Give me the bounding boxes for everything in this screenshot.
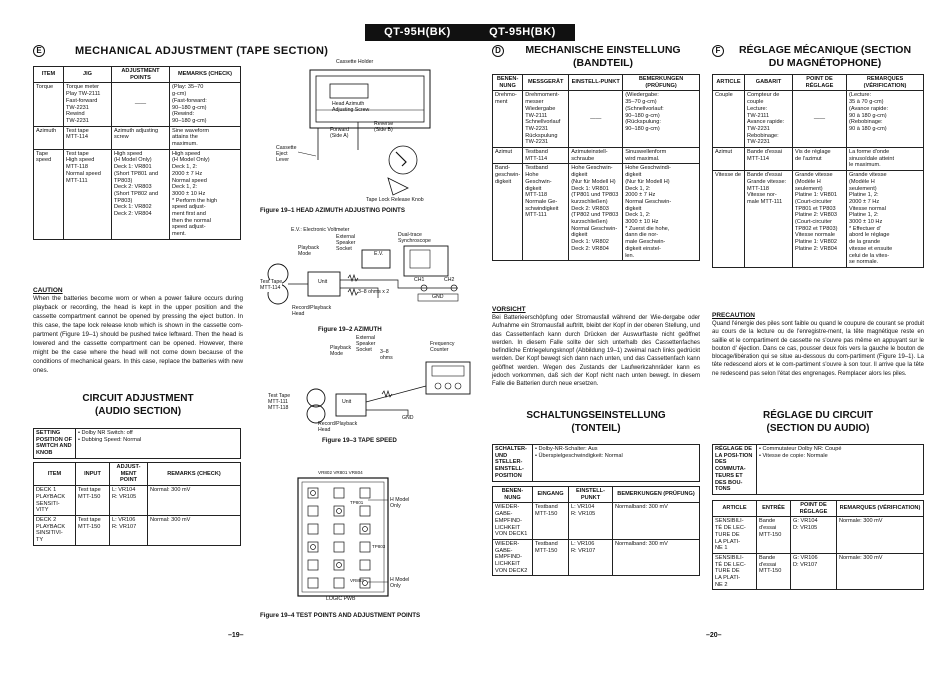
en-title: MECHANICAL ADJUSTMENT (TAPE SECTION): [75, 45, 329, 57]
table-row: [713, 148, 924, 171]
table-row: [493, 539, 700, 576]
fr-circuit-title: RÉGLAGE DU CIRCUIT (SECTION DU AUDIO): [763, 410, 873, 434]
cell: La forme d'onde sinusoïdale atteint le maximum.: [847, 148, 924, 171]
fig3-gnd-label: GND: [402, 415, 414, 421]
fr-caution-text: Quand l'énergie des piles sont faible ou quand le coupure de courant se produit au cours de la lecture ou de l'enregistre-ment, la tête magnétique reste en saillie et le compartiment de cassette ne s'ouvre pas même en appuyant sur le bouton d' éjection. Dans ce cas, pousser deux fois vers la gauche le bouton de blocage/libération qui se situe au-dessous du com-partiment (Figure 19–1). La tête redescend alors et le com-partiment s'ouvre à son tour. Il arrive que la tête ne redescend pas selon l'état des engrenages. Remplacer alors les piles.: [712, 321, 924, 377]
fig3-rph-label: Record/Playback Head: [318, 421, 358, 433]
fr-page-number: –20–: [706, 632, 722, 639]
cell: Test tape MTT-114: [64, 126, 112, 149]
cell: Hohe Geschwin- digkeit (Nur für Modell H) Deck 1: VR801 (TP801 und TP803 kurzschließen) Deck 2: VR803 (TP802 und TP803 kurzschließen) Normal Geschwin- digkeit Deck 1: VR802 Deck 2: VR804: [569, 164, 623, 261]
fr-caution-title: PRECAUTION: [712, 312, 755, 319]
fig1-holder-label: Cassette Holder: [336, 59, 374, 65]
cell: L: VR106 R: VR107: [569, 539, 613, 576]
fig1-eject-label: Cassette Eject Lever: [276, 145, 297, 163]
table-row: [713, 553, 924, 590]
fig2-testtape-label: Test Tape MTT-114: [260, 279, 283, 291]
cell: Test tape MTT-150: [76, 486, 110, 516]
cell: Testband Hohe Geschwin- digkeit MTT-118 Normale Ge- schwindigkeit MTT-111: [523, 164, 569, 261]
cell: Torque: [34, 83, 64, 126]
de-circ-header: BEMERKUNGEN (PRÜFUNG): [613, 487, 700, 503]
en-caution-title: CAUTION: [33, 287, 63, 294]
fig4-top-label: VR802 VR801 VR804: [318, 470, 363, 475]
cell: ——: [569, 91, 623, 148]
fr-circ-header: POINT DE RÉGLAGE: [791, 501, 837, 517]
fig4-tp803-label: TP803: [372, 544, 386, 549]
fr-mech-header: ARTICLE: [713, 75, 745, 91]
cell: Testband MTT-114: [523, 148, 569, 164]
table-row: [493, 148, 700, 164]
de-mech-table: [492, 74, 700, 261]
table-row: [34, 149, 241, 239]
table-row: [34, 515, 241, 545]
table-row: [34, 126, 241, 149]
cell: Drehmo- ment: [493, 91, 523, 148]
en-circ-header: ITEM: [34, 463, 76, 486]
cell: ——: [112, 83, 170, 126]
setting-values: • Dolby NR Switch: off • Dubbing Speed: Normal: [76, 429, 241, 459]
fig2-ohms-label: 3–8 ohms x 2: [358, 289, 390, 295]
cell: Band- geschwin- digkeit: [493, 164, 523, 261]
fig2-mode-label: Playback Mode: [298, 245, 320, 257]
de-setting-table: [492, 444, 700, 482]
cell: Grande vitesse (Modèle H seulement) Platine 1: VR801 (Court-circuiter TP801 et TP803 Platine 2: VR803 (Court-circuiter TP802 et TP803) Vitesse normale Platine 1: VR802 Platine 2: VR804: [793, 171, 847, 268]
fig2-unit-label: Unit: [318, 279, 328, 285]
en-circ-header: REMARKS (CHECK): [148, 463, 241, 486]
fig1-forward-label: Forward (Side A): [330, 127, 350, 139]
cell: L: VR104 R: VR105: [569, 503, 613, 540]
cell: L: VR104 R: VR105: [110, 486, 148, 516]
cell: Bande d'essai MTT-150: [757, 553, 791, 590]
fig4-caption: Figure 19–4 TEST POINTS AND ADJUSTMENT POINTS: [260, 612, 421, 619]
en-circuit-table: [33, 462, 241, 546]
setting-label: SETTING POSITION OF SWITCH AND KNOB: [34, 429, 76, 459]
cell: Vis de réglage de l'azimut: [793, 148, 847, 171]
fig3-drawing: [258, 336, 480, 426]
fr-title: RÉGLAGE MÉCANIQUE (SECTION DU MAGNÉTOPHONE): [738, 44, 912, 70]
fig3-testtape-label: Test Tape MTT-111 MTT-118: [268, 393, 291, 411]
de-circ-header: BENEN-NUNG: [493, 487, 533, 503]
fig1-reverse-label: Reverse (Side B): [374, 121, 394, 133]
cell: Normale: 300 mV: [837, 553, 924, 590]
figure-19-3: [258, 335, 480, 433]
de-caution-title: VORSICHT: [492, 306, 526, 313]
table-row: [713, 171, 924, 268]
cell: Tape speed: [34, 149, 64, 239]
cell: DECK 2 PLAYBACK SINSITIVI- TY: [34, 515, 76, 545]
table-row: [493, 164, 700, 261]
fr-circuit-table: [712, 500, 924, 590]
setting-label: RÉGLAGE DE LA POSI-TION DES COMMUTA-TEURS ET DES BOU-TONS: [713, 445, 757, 495]
fig4-hmodel1-label: H Model Only: [390, 497, 410, 509]
cell: SENSIBILI- TÉ DE LEC- TURE DE LA PLATI- NE 2: [713, 553, 757, 590]
fig1-azimuth-label: Head Azimuth Adjusting Screw: [332, 101, 370, 113]
cell: Sinuswellenform wird maximal.: [623, 148, 700, 164]
fig4-drawing: [290, 470, 440, 605]
cell: Normalband: 300 mV: [613, 539, 700, 576]
fig3-speaker-label: External Speaker Socket: [356, 335, 376, 353]
fig3-mode-label: Playback Mode: [330, 345, 352, 357]
table-row: [34, 83, 241, 126]
en-page-number: –19–: [228, 632, 244, 639]
setting-values: • Commutateur Dolby NR: Coupé • Vitesse de copie: Normale: [757, 445, 924, 495]
fr-circ-header: ARTICLE: [713, 501, 757, 517]
cell: Test tape High speed MTT-118 Normal speed MTT-111: [64, 149, 112, 239]
cell: High speed (H Model Only) Deck 1: VR801 (Short TP801 and TP803) Deck 2: VR803 (Short TP802 and TP803) Deck 1: VR802 Deck 2: VR804: [112, 149, 170, 239]
cell: Vitesse de: [713, 171, 745, 268]
cell: Normal: 300 mV: [148, 515, 241, 545]
en-mech-header: MEMARKS (CHECK): [170, 67, 241, 83]
fig4-pwb-label: LOGIC PWB: [326, 596, 356, 602]
cell: Normalband: 300 mV: [613, 503, 700, 540]
setting-label: SCHALTER-UND STELLER-EINSTELL-POSITION: [493, 445, 533, 482]
cell: Azimuth: [34, 126, 64, 149]
table-row: [34, 486, 241, 516]
fig3-ohms-label: 3–8 ohms: [380, 349, 393, 361]
cell: G: VR104 D: VR105: [791, 517, 837, 554]
en-caution-text: When the batteries become worn or when a power failure occurs during playback or recording, the head is kept in the upper position and the cassette compartment cannot be opened by pressing the eject button. In this case, the tape lock release knob which is shown in the cassette com-partment (Figure 19–1) should be pushed twice leftward. Then the head is lowered and the cassette compartment can be opened. However, there might be the case where the head will not come down because of the conditions of mechanical gears. In this case, replace the batteries with new ones.: [33, 295, 243, 374]
cell: (Play: 35–70 g-cm) (Fast-forward: 90–180 g-cm) (Rewind: 90–180 g-cm): [170, 83, 241, 126]
cell: Testband MTT-150: [533, 539, 569, 576]
fig2-gnd-label: GND: [432, 294, 444, 300]
cell: G: VR106 D: VR107: [791, 553, 837, 590]
fr-mech-header: GABARIT: [745, 75, 793, 91]
fig2-ch2-label: CH2: [444, 277, 455, 283]
fr-mech-header: POINT DE RÉGLAGE: [793, 75, 847, 91]
cell: SENSIBILI- TÉ DE LEC- TURE DE LA PLATI- NE 1: [713, 517, 757, 554]
model-banner: [365, 24, 575, 41]
en-mech-table: [33, 66, 241, 240]
de-mech-header: BENEN-NUNG: [493, 75, 523, 91]
fr-circ-header: REMARQUES (VÉRIFICATION): [837, 501, 924, 517]
cell: ——: [793, 91, 847, 148]
cell: Test tape MTT-150: [76, 515, 110, 545]
fig3-caption: Figure 19–3 TAPE SPEED: [322, 437, 397, 444]
fig2-speaker-label: External Speaker Socket: [336, 234, 356, 252]
cell: Bande d'essai MTT-150: [757, 517, 791, 554]
cell: (Lecture: 35 à 70 g-cm) (Avance rapide: 90 à 180 g-cm) (Rebobinage: 90 à 180 g-cm): [847, 91, 924, 148]
fig2-ev-label: E.V.: Electronic Voltmeter: [291, 227, 350, 233]
de-section-mark: D: [492, 45, 504, 57]
cell: Sine waveform attains the maximum.: [170, 126, 241, 149]
fig2-caption: Figure 19–2 AZIMUTH: [318, 326, 382, 333]
fig4-hmodel2-label: H Model Only: [390, 577, 410, 589]
cell: Azimuth adjusting screw: [112, 126, 170, 149]
fig3-freq-label: Frequency Counter: [430, 341, 455, 353]
table-row: [493, 91, 700, 148]
fr-setting-table: [712, 444, 924, 495]
figure-19-2: [258, 228, 480, 323]
cell: High speed (H Model Only) Deck 1, 2: 2000 ± 7 Hz Normal speed Deck 1, 2: 3000 ± 10 Hz * Perform the high speed adjust- ment first and then the normal speed adjust- ment.: [170, 149, 241, 239]
fr-circ-header: ENTRÉE: [757, 501, 791, 517]
cell: WIEDER- GABE- EMPFIND- LICHKEIT VON DECK2: [493, 539, 533, 576]
en-mech-header: ADJUSTMENT POINTS: [112, 67, 170, 83]
cell: Drehmoment- messer Wiedergabe TW-2111 Schnellvorlauf TW-2231 Rückspulung TW-2231: [523, 91, 569, 148]
cell: Bande d'essai MTT-114: [745, 148, 793, 171]
table-row: [493, 503, 700, 540]
cell: Couple: [713, 91, 745, 148]
en-circuit-title: CIRCUIT ADJUSTMENT (AUDIO SECTION): [82, 393, 194, 417]
cell: (Wiedergabe: 35–70 g-cm) (Schnellvorlauf: 90–180 g-cm) (Rückspulung: 90–180 g-cm): [623, 91, 700, 148]
fr-mech-table: [712, 74, 924, 268]
cell: DECK 1 PLAYBACK SENSITI- VITY: [34, 486, 76, 516]
fig1-lock-label: Tape Lock Release Knob: [366, 197, 424, 203]
de-mech-header: EINSTELL-PUNKT: [569, 75, 623, 91]
fig4-tp801-label: TP801: [350, 500, 364, 505]
de-caution-text: Bei Batterieerschöpfung oder Stromausfall während der Wie-dergabe oder Aufnahme ein Stromausfall auftritt, bleibt der Kopf in der oberen Stellung, und das Cassettenfach kann durch Drücken der Auswurftaste nicht geöffnet werden. In diesem Falle sollte der sich unterhalb des Cassettenfaches befindliche Entriegelungsknopf (Abbildung 19–1) zweimal nach links gedrückt werden. Der Kopf bewegt sich dann nach unten, und das Cassettenfach kann geöffnet werden. Wegen des Zustands der Laufwerkzahnräder kann es jedoch vorkommen, daß sich der Kopf nicht nach unten bewegt. In diesem Falle die Batterien durch neue ersetzen.: [492, 315, 700, 388]
de-circuit-table: [492, 486, 700, 576]
cell: Azimuteinstell- schraube: [569, 148, 623, 164]
en-setting-table: [33, 428, 241, 459]
en-circ-header: INPUT: [76, 463, 110, 486]
cell: Torque meter Play TW-2111 Fast-forward TW-2231 Rewind TW-2231: [64, 83, 112, 126]
table-row: [713, 517, 924, 554]
cell: Bande d'essai Grande vitesse: MTT-118 Vitesse nor- male MTT-111: [745, 171, 793, 268]
cell: Azimut: [493, 148, 523, 164]
cell: L: VR106 R: VR107: [110, 515, 148, 545]
model-banner-left: QT-95H(BK): [384, 25, 451, 38]
cell: Normal: 300 mV: [148, 486, 241, 516]
fig2-dual-label: Dual-trace Synchroscope: [398, 232, 431, 244]
setting-values: • Dolby-NR-Schalter: Aus • Überspielgeschwindigkeit: Normal: [533, 445, 700, 482]
en-mech-header: JIG: [64, 67, 112, 83]
cell: WIEDER- GABE- EMPFIND- LICHKEIT VON DECK1: [493, 503, 533, 540]
de-title: MECHANISCHE EINSTELLUNG (BANDTEIL): [525, 44, 681, 70]
table-row: [713, 91, 924, 148]
de-mech-header: MESSGERÄT: [523, 75, 569, 91]
cell: Compteur de couple Lecture: TW-2111 Avance rapide: TW-2231 Rebobinage: TW-2231: [745, 91, 793, 148]
fr-mech-header: REMARQUES (VÉRIFICATION): [847, 75, 924, 91]
de-circ-header: EINGANG: [533, 487, 569, 503]
en-mech-header: ITEM: [34, 67, 64, 83]
figure-19-1: [258, 60, 480, 210]
fig2-ev-box-label: E.V.: [374, 251, 384, 257]
en-section-mark: E: [33, 45, 45, 57]
de-circuit-title: SCHALTUNGSEINSTELLUNG (TONTEIL): [526, 410, 666, 434]
en-circ-header: ADJUST-MENT POINT: [110, 463, 148, 486]
fig3-unit-label: Unit: [342, 399, 352, 405]
cell: Testband MTT-150: [533, 503, 569, 540]
fig1-drawing: [258, 60, 480, 210]
de-circ-header: EINSTELL-PUNKT: [569, 487, 613, 503]
cell: Normale: 300 mV: [837, 517, 924, 554]
cell: Hohe Geschwindi- digkeit (Nur für Modell H) Deck 1, 2: 2000 ± 7 Hz Normal Geschwin- digkeit Deck 1, 2: 3000 ± 10 Hz * Zuerst die hohe, dann die nor- male Geschwin- digkeit einstel- len.: [623, 164, 700, 261]
fig4-vr803-label: VR803: [350, 578, 364, 583]
fig1-caption: Figure 19–1 HEAD AZIMUTH ADJUSTING POINTS: [260, 207, 405, 214]
fig2-ch1-label: CH1: [414, 277, 425, 283]
model-banner-right: QT-95H(BK): [489, 25, 556, 38]
figure-19-4: [290, 470, 440, 605]
cell: Grande vitesse (Modèle H seulement) Platine 1, 2: 2000 ± 7 Hz Vitesse normal Platine 1, 2: 3000 ± 10 Hz * Effectuer d' abord le réglage de la grande vitesse et ensuite celui de la vites- se normale.: [847, 171, 924, 268]
fig2-rph-label: Record/Playback Head: [292, 305, 332, 317]
de-mech-header: BEMERKUNGEN (PRÜFUNG): [623, 75, 700, 91]
cell: Azimut: [713, 148, 745, 171]
fr-section-mark: F: [712, 45, 724, 57]
